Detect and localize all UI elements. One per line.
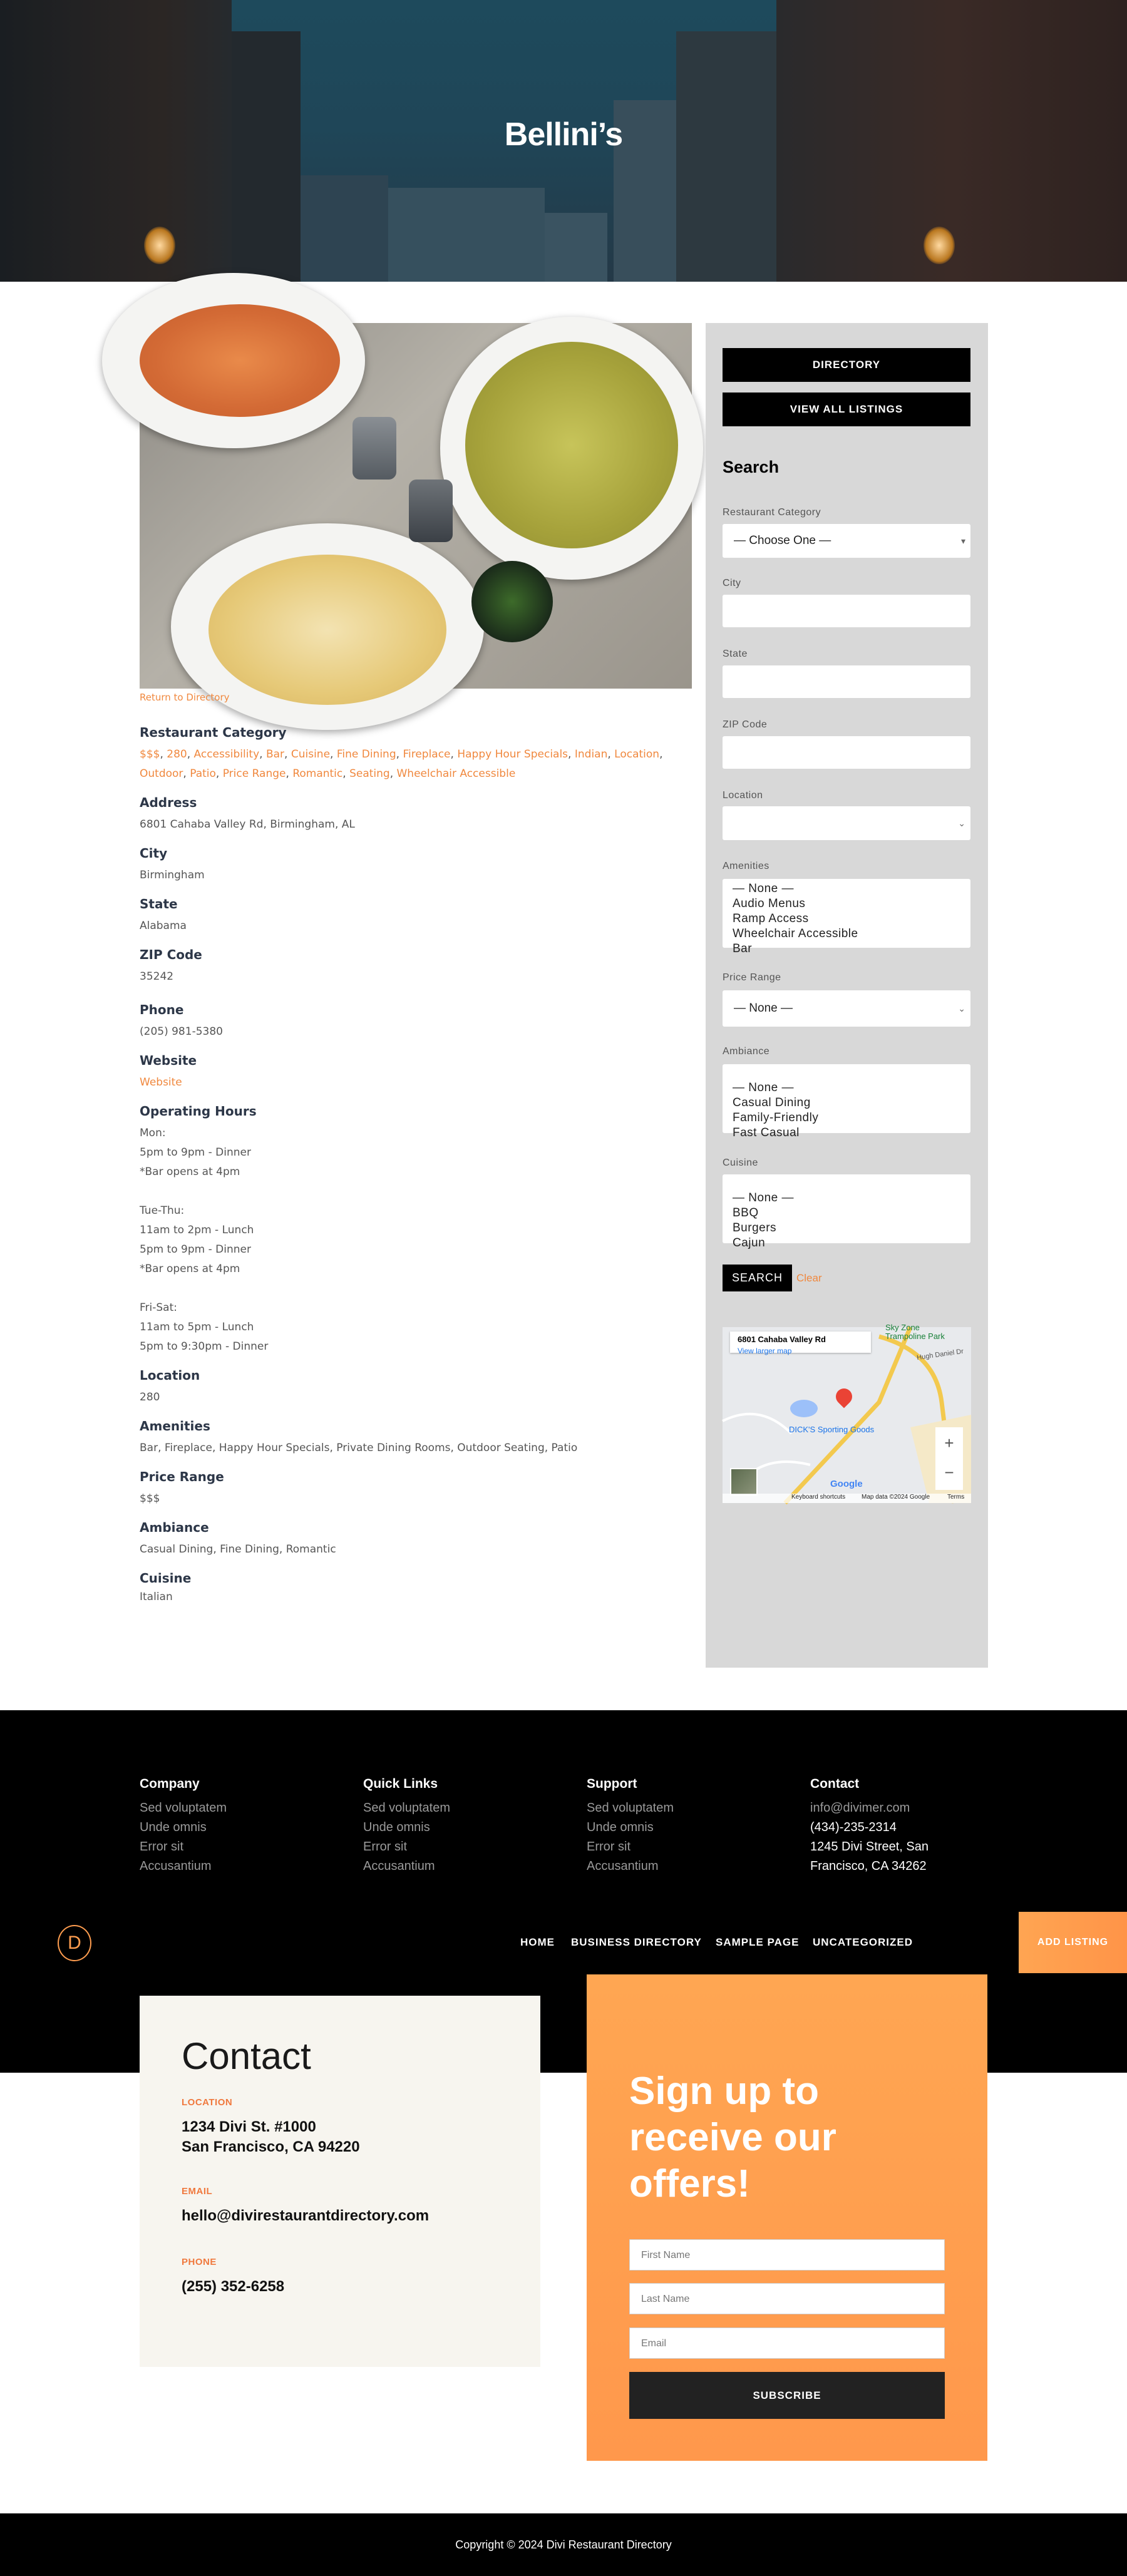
category-link[interactable]: Outdoor <box>140 767 183 780</box>
listbox-option[interactable]: Burgers <box>733 1221 777 1234</box>
restaurant-photo <box>140 323 692 689</box>
terms-link[interactable]: Terms <box>947 1494 965 1501</box>
category-link[interactable]: $$$ <box>140 748 160 761</box>
footer-link[interactable]: Accusantium <box>140 1859 212 1873</box>
logo-letter: D <box>68 1932 81 1953</box>
phone-label: PHONE <box>182 2257 217 2267</box>
contact-card <box>140 1996 540 2367</box>
hours-line <box>140 1182 691 1201</box>
map-poi-skyzone <box>885 1323 945 1341</box>
hours-heading: Operating Hours <box>140 1104 257 1119</box>
zip-input[interactable] <box>723 736 970 769</box>
city-heading: City <box>140 846 168 861</box>
price-select[interactable] <box>723 990 970 1027</box>
amenities-heading: Amenities <box>140 1419 210 1434</box>
satellite-toggle[interactable] <box>730 1468 758 1496</box>
hours-line: 5pm to 9pm - Dinner <box>140 1146 251 1159</box>
footer-link[interactable]: Accusantium <box>587 1859 659 1873</box>
footer-link[interactable]: Sed voluptatem <box>587 1801 674 1815</box>
category-link[interactable]: Fine Dining <box>336 748 396 761</box>
footer-link: 1245 Divi Street, San <box>810 1840 929 1854</box>
zip-value: 35242 <box>140 970 174 983</box>
category-links: $$$, 280, Accessibility, Bar, Cuisine, Fine Dining, Fireplace, Happy Hour Specials, Indian, Location, Outdoor, Patio, Price Range, Romantic, Seating, Wheelchair Accessible <box>140 748 663 780</box>
category-link[interactable]: 280 <box>167 748 187 761</box>
address-heading: Address <box>140 795 197 810</box>
page-title: Bellini’s <box>504 116 623 153</box>
category-link[interactable]: Fireplace <box>403 748 451 761</box>
subscribe-button[interactable]: SUBSCRIBE <box>629 2372 945 2419</box>
contact-phone: (255) 352-6258 <box>182 2278 285 2295</box>
hours-list <box>140 1124 691 1357</box>
category-link[interactable]: Happy Hour Specials <box>457 748 569 761</box>
category-link[interactable]: Location <box>614 748 660 761</box>
clear-link[interactable]: Clear <box>796 1272 822 1284</box>
phone-heading: Phone <box>140 1002 184 1017</box>
category-label: Restaurant Category <box>723 507 821 518</box>
add-listing-button[interactable]: ADD LISTING <box>1019 1912 1127 1973</box>
contact-address-line1: 1234 Divi St. #1000 <box>182 2118 316 2135</box>
map-place-name: 6801 Cahaba Valley Rd <box>738 1335 826 1344</box>
listing-details <box>140 723 691 1607</box>
category-heading: Restaurant Category <box>140 725 287 740</box>
first-name-input[interactable]: First Name <box>629 2239 945 2271</box>
listbox-option[interactable]: Ramp Access <box>733 912 809 925</box>
category-link[interactable]: Bar <box>265 748 285 761</box>
location-label: LOCATION <box>182 2097 233 2108</box>
cuisine-heading: Cuisine <box>140 1571 192 1586</box>
ambiance-heading: Ambiance <box>140 1520 209 1535</box>
view-all-listings-button[interactable]: VIEW ALL LISTINGS <box>723 393 970 426</box>
zip-label: ZIP Code <box>723 719 768 730</box>
signup-box <box>587 1974 987 2461</box>
cuisine-label: Cuisine <box>723 1157 758 1168</box>
cuisine-value: Italian <box>140 1591 173 1603</box>
listbox-option[interactable]: — None — <box>733 1191 794 1204</box>
location-label: Location <box>723 790 763 801</box>
category-link[interactable]: Seating <box>349 767 390 780</box>
footer-link[interactable]: Unde omnis <box>140 1820 207 1834</box>
email-input[interactable]: Email <box>629 2327 945 2359</box>
city-label: City <box>723 578 741 588</box>
zip-heading: ZIP Code <box>140 947 202 962</box>
listbox-option[interactable]: Casual Dining <box>733 1096 811 1109</box>
website-link[interactable]: Website <box>140 1076 182 1089</box>
category-link[interactable]: Indian <box>574 748 608 761</box>
amenities-label: Amenities <box>723 861 769 871</box>
category-link[interactable]: Accessibility <box>193 748 260 761</box>
nav-uncategorized[interactable]: UNCATEGORIZED <box>813 1936 913 1948</box>
footer-link[interactable]: Error sit <box>140 1840 183 1854</box>
ambiance-listbox[interactable] <box>723 1064 970 1139</box>
footer-link[interactable]: Unde omnis <box>587 1820 654 1834</box>
map-road-label: Hugh Daniel Dr <box>916 1347 964 1362</box>
listbox-option[interactable]: — None — <box>733 882 794 895</box>
keyboard-shortcuts-link[interactable]: Keyboard shortcuts <box>791 1494 846 1501</box>
footer-link[interactable]: Accusantium <box>363 1859 435 1873</box>
embedded-map[interactable] <box>723 1323 971 1503</box>
dropdown-arrow-icon: ▾ <box>960 536 965 546</box>
category-select-value: — Choose One — <box>734 534 831 547</box>
footer-link[interactable]: Error sit <box>363 1840 407 1854</box>
location-select[interactable] <box>723 806 970 840</box>
zoom-out-button[interactable]: − <box>935 1459 963 1490</box>
category-link[interactable]: Romantic <box>292 767 343 780</box>
listbox-option[interactable]: Family-Friendly <box>733 1111 819 1124</box>
map-data-text: Map data ©2024 Google <box>862 1494 930 1501</box>
listbox-option[interactable]: — None — <box>733 1081 794 1094</box>
state-heading: State <box>140 896 178 911</box>
category-link[interactable]: Wheelchair Accessible <box>396 767 516 780</box>
hours-line: Mon: <box>140 1127 166 1139</box>
divi-logo[interactable] <box>58 1925 91 1961</box>
poi-label: Sky Zone <box>885 1323 920 1332</box>
return-to-directory-link[interactable]: Return to Directory <box>140 692 230 703</box>
hours-line: 5pm to 9pm - Dinner <box>140 1243 251 1256</box>
poi-label: Trampoline Park <box>885 1332 945 1341</box>
state-value: Alabama <box>140 920 187 932</box>
hours-line: 11am to 5pm - Lunch <box>140 1321 254 1333</box>
directory-button[interactable]: DIRECTORY <box>723 348 970 382</box>
chevron-down-icon: ⌄ <box>958 1003 965 1013</box>
amenities-value: Bar, Fireplace, Happy Hour Specials, Private Dining Rooms, Outdoor Seating, Patio <box>140 1442 578 1454</box>
amenities-listbox[interactable] <box>723 879 970 955</box>
location-heading: Location <box>140 1368 200 1383</box>
category-link[interactable]: Patio <box>190 767 216 780</box>
contact-title: Contact <box>182 2035 311 2077</box>
google-logo: Google <box>830 1479 863 1489</box>
footer-link: Francisco, CA 34262 <box>810 1859 927 1873</box>
price-heading: Price Range <box>140 1469 224 1484</box>
hours-line: 5pm to 9:30pm - Dinner <box>140 1340 269 1353</box>
footer-link[interactable]: Error sit <box>587 1840 630 1854</box>
last-name-input[interactable]: Last Name <box>629 2283 945 2314</box>
listbox-option[interactable]: Audio Menus <box>733 897 806 910</box>
category-link[interactable]: Price Range <box>222 767 286 780</box>
footer-column-title: Support <box>587 1777 637 1791</box>
footer-column-title: Quick Links <box>363 1777 438 1791</box>
hours-line: 11am to 2pm - Lunch <box>140 1224 254 1236</box>
hero-banner <box>0 0 1127 282</box>
cuisine-listbox[interactable] <box>723 1174 970 1250</box>
nav-home[interactable]: HOME <box>520 1936 555 1948</box>
search-button[interactable]: SEARCH <box>723 1265 792 1291</box>
footer-link[interactable]: Unde omnis <box>363 1820 430 1834</box>
footer-link[interactable]: Sed voluptatem <box>363 1801 450 1815</box>
listbox-option[interactable]: Fast Casual <box>733 1126 800 1139</box>
listbox-option[interactable]: Cajun <box>733 1236 766 1250</box>
phone-value: (205) 981-5380 <box>140 1025 223 1038</box>
email-label: EMAIL <box>182 2186 213 2197</box>
copyright-bar: Copyright © 2024 Divi Restaurant Directory <box>0 2513 1127 2576</box>
search-sidebar <box>706 323 988 1668</box>
hours-line: *Bar opens at 4pm <box>140 1166 240 1178</box>
view-larger-map-link[interactable]: View larger map <box>738 1347 792 1355</box>
hours-line <box>140 1279 691 1298</box>
location-value: 280 <box>140 1391 160 1403</box>
search-heading: Search <box>723 458 780 476</box>
footer-column-title: Company <box>140 1777 200 1791</box>
contact-email[interactable]: hello@divirestaurantdirectory.com <box>182 2207 430 2224</box>
map-attribution <box>723 1494 971 1503</box>
listbox-option[interactable]: Wheelchair Accessible <box>733 927 858 940</box>
city-value: Birmingham <box>140 869 205 881</box>
nav-business-directory[interactable]: BUSINESS DIRECTORY <box>571 1936 702 1948</box>
map-poi-dicks: DICK'S Sporting Goods <box>789 1425 875 1434</box>
footer-link[interactable]: info@divimer.com <box>810 1801 910 1815</box>
address-value: 6801 Cahaba Valley Rd, Birmingham, AL <box>140 818 355 831</box>
price-select-value: — None — <box>734 1002 793 1015</box>
price-label: Price Range <box>723 972 781 983</box>
ambiance-label: Ambiance <box>723 1046 770 1057</box>
listbox-option[interactable]: BBQ <box>733 1206 759 1219</box>
category-link[interactable]: Cuisine <box>291 748 331 761</box>
hours-line: *Bar opens at 4pm <box>140 1263 240 1275</box>
ambiance-value: Casual Dining, Fine Dining, Romantic <box>140 1543 336 1556</box>
hours-line: Fri-Sat: <box>140 1301 177 1314</box>
signup-heading: Sign up to receive our offers! <box>629 2070 836 2205</box>
category-select[interactable] <box>723 524 970 558</box>
nav-sample-page[interactable]: SAMPLE PAGE <box>716 1936 800 1948</box>
state-input[interactable] <box>723 665 970 698</box>
state-label: State <box>723 649 748 659</box>
zoom-in-button[interactable]: + <box>935 1427 963 1459</box>
contact-address-line2: San Francisco, CA 94220 <box>182 2138 360 2155</box>
city-input[interactable] <box>723 595 970 627</box>
hours-line: Tue-Thu: <box>140 1204 185 1217</box>
price-value: $$$ <box>140 1492 160 1505</box>
website-heading: Website <box>140 1053 197 1068</box>
chevron-down-icon: ⌄ <box>958 818 965 828</box>
footer-column-title: Contact <box>810 1777 860 1791</box>
listbox-option[interactable]: Bar <box>733 942 753 955</box>
footer-link[interactable]: (434)-235-2314 <box>810 1820 897 1834</box>
footer-link[interactable]: Sed voluptatem <box>140 1801 227 1815</box>
